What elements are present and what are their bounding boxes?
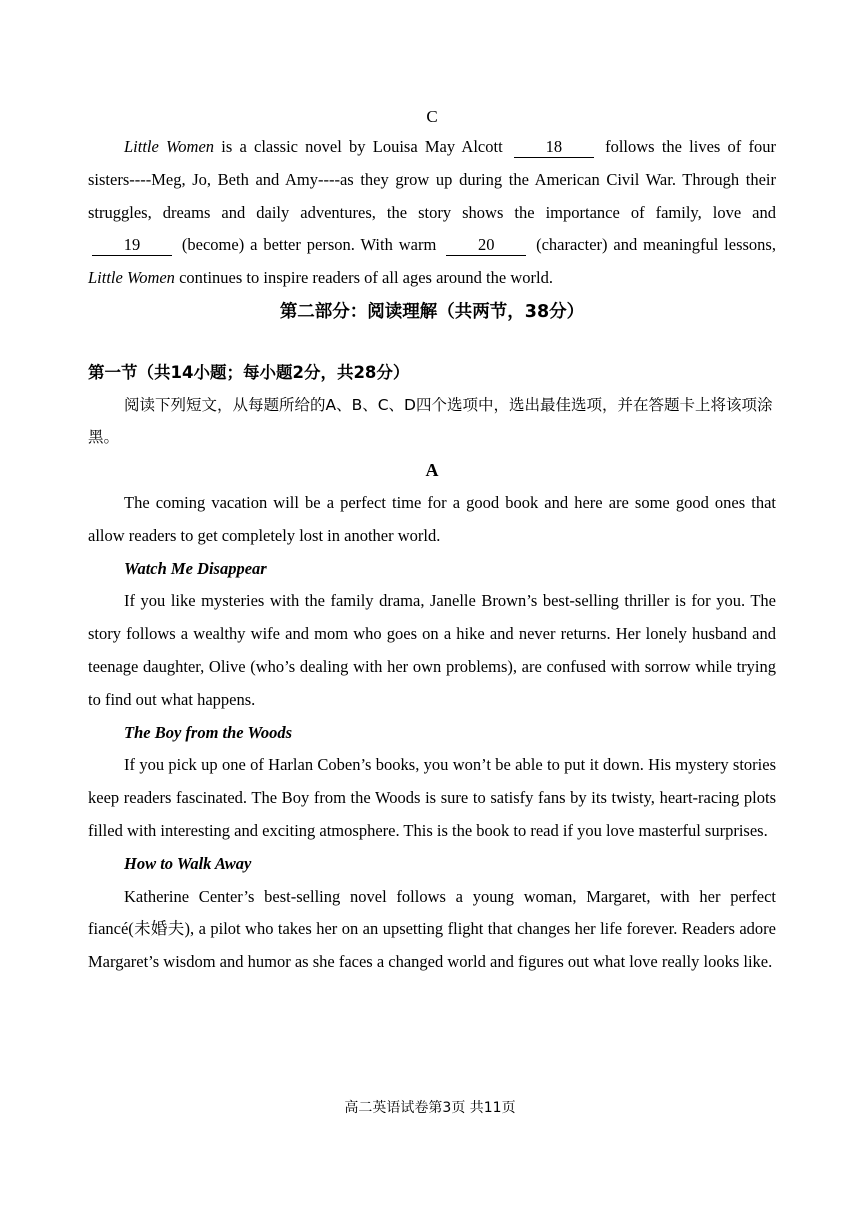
book-description-3: Katherine Center’s best-selling novel follows a young woman, Margaret, with her perfect fiancé(未婚夫), a pilot who takes her on an upsetting flight that changes her life forever. Readers adore Margaret’s wisdom and humor as she faces a changed world and figures out what love really looks like. xyxy=(88,886,776,972)
novel-title-2: Little Women xyxy=(88,268,175,288)
passage-a-intro: The coming vacation will be a perfect time for a good book and here are some good ones that allow readers to get completely lost in another world. xyxy=(88,492,776,545)
cloze-text-5: continues to inspire readers of all ages around the world. xyxy=(174,268,553,288)
cloze-text-3: (become) a better person. With warm xyxy=(176,235,443,255)
blank-19: 19 xyxy=(92,235,172,256)
book-title-2: The Boy from the Woods xyxy=(124,722,293,742)
book-title-1: Watch Me Disappear xyxy=(124,558,267,578)
book-description-2: If you pick up one of Harlan Coben’s books, you won’t be able to put it down. His mystery stories keep readers fascinated. The Boy from the Woods is sure to satisfy fans by its twisty, heart-racing plots filled with interesting and exciting atmosphere. This is the book to read if you love masterful surprises. xyxy=(88,755,776,840)
blank-18: 18 xyxy=(514,137,594,158)
cloze-text-2: follows the lives of four sisters----Meg, Jo, Beth and Amy----as they grow up during the American Civil War. Through their struggles, dreams and daily adventures, the story shows the importance of family, love and xyxy=(88,137,777,222)
book-title-3: How to Walk Away xyxy=(124,853,252,873)
passage-letter-c: C xyxy=(426,107,438,126)
page-footer: 高二英语试卷第3页 共11页 xyxy=(344,1100,516,1116)
cloze-text-1: is a classic novel by Louisa May Alcott xyxy=(214,137,510,156)
novel-title: Little Women xyxy=(124,137,215,156)
cloze-paragraph xyxy=(88,131,776,295)
instruction-text: 阅读下列短文，从每题所给的A、B、C、D四个选项中，选出最佳选项，并在答题卡上将该项涂黑。 xyxy=(88,395,773,446)
book-description-1: If you like mysteries with the family drama, Janelle Brown’s best-selling thriller is for you. The story follows a wealthy wife and mom who goes on a hike and never returns. Her lonely husband and teenage daughter, Olive (who’s dealing with her own problems), are confused with sorrow while trying to find out what happens. xyxy=(88,591,776,709)
passage-letter-a: A xyxy=(425,459,439,480)
blank-20: 20 xyxy=(446,235,526,256)
part2-heading: 第二部分：阅读理解（共两节，38分） xyxy=(279,301,585,322)
exam-page xyxy=(88,103,776,979)
cloze-text-4: (character) and meaningful lessons, xyxy=(530,235,776,255)
section1-heading: 第一节（共14小题；每小题2分，共28分） xyxy=(88,362,410,382)
